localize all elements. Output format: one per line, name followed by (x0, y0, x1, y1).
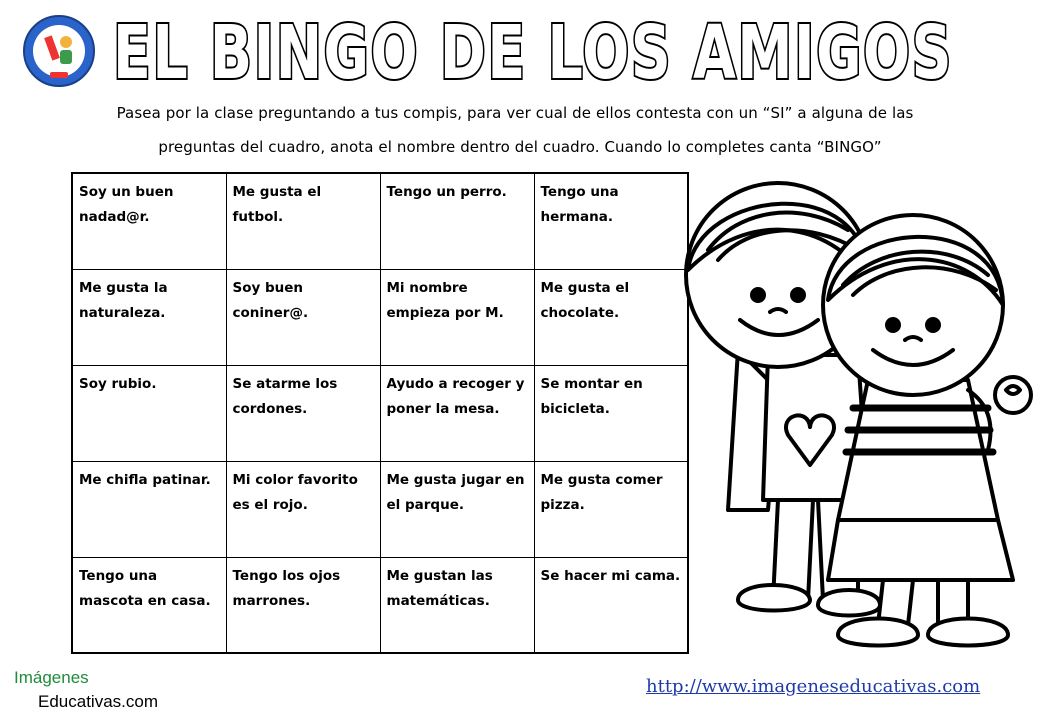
bingo-cell: Soy buen coniner@. (226, 269, 380, 365)
bingo-cell: Me gusta el futbol. (226, 173, 380, 269)
brand-name-line-1: Imágenes (14, 668, 89, 687)
bingo-cell: Mi nombre empieza por M. (380, 269, 534, 365)
bingo-cell: Se montar en bicicleta. (534, 365, 688, 461)
grid-row (72, 173, 688, 269)
brand-name-line-2: Educativas.com (38, 692, 158, 711)
instructions-line-2: preguntas del cuadro, anota el nombre dentro del cuadro. Cuando lo completes canta “BINGO” (158, 138, 882, 156)
grid-row (72, 461, 688, 557)
bingo-cell: Tengo un perro. (380, 173, 534, 269)
bingo-cell: Me gusta jugar en el parque. (380, 461, 534, 557)
bingo-cell: Ayudo a recoger y poner la mesa. (380, 365, 534, 461)
bingo-cell: Se hacer mi cama. (534, 557, 688, 653)
children-illustration (668, 180, 1040, 660)
bingo-cell: Soy rubio. (72, 365, 226, 461)
bingo-cell: Tengo una hermana. (534, 173, 688, 269)
bingo-cell: Me gusta la naturaleza. (72, 269, 226, 365)
bingo-cell: Se atarme los cordones. (226, 365, 380, 461)
girl-figure (823, 215, 1031, 646)
bingo-cell: Tengo los ojos marrones. (226, 557, 380, 653)
instructions-line-1: Pasea por la clase preguntando a tus compis, para ver cual de ellos contesta con un “SI” a alguna de las (116, 104, 914, 122)
bingo-cell: Soy un buen nadad@r. (72, 173, 226, 269)
grid-row (72, 557, 688, 653)
bingo-cell: Me gustan las matemáticas. (380, 557, 534, 653)
bingo-cell: Me chifla patinar. (72, 461, 226, 557)
bingo-cell: Me gusta comer pizza. (534, 461, 688, 557)
logo-badge-icon (22, 14, 96, 88)
grid-row (72, 365, 688, 461)
bingo-cell: Me gusta el chocolate. (534, 269, 688, 365)
bingo-cell: Tengo una mascota en casa. (72, 557, 226, 653)
page-title (108, 6, 958, 96)
bingo-grid (71, 172, 689, 654)
website-link[interactable]: http://www.imageneseducativas.com (646, 676, 981, 697)
svg-text:EL BINGO DE LOS AMIGOS: EL BINGO DE LOS AMIGOS (113, 10, 953, 96)
grid-row (72, 269, 688, 365)
bingo-cell: Mi color favorito es el rojo. (226, 461, 380, 557)
